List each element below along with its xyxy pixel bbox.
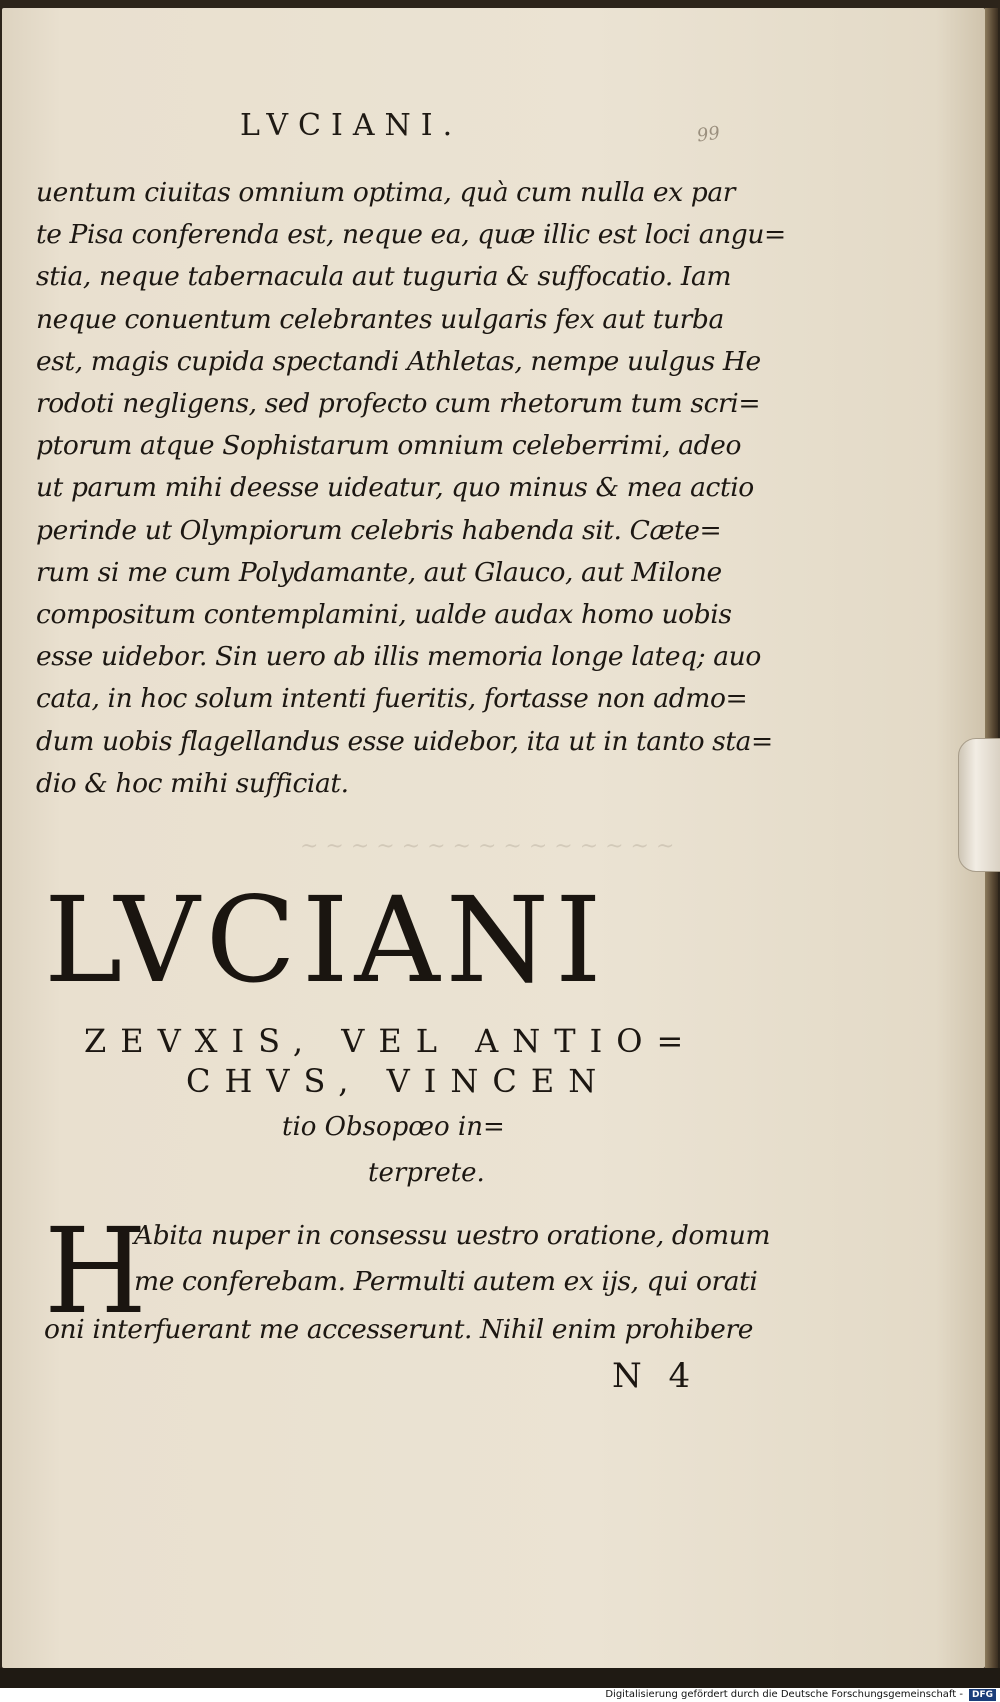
paragraph-line: Abita nuper in consessu uestro oratione, domum — [134, 1220, 771, 1251]
scan-border — [0, 1668, 1000, 1690]
text-line: stia, neque tabernacula aut tuguria & suffocatio. Iam — [36, 261, 732, 293]
signature-mark: N 4 — [612, 1356, 699, 1396]
body-text — [36, 172, 786, 805]
text-line: uentum ciuitas omnium optima, quà cum nulla ex par — [36, 177, 735, 208]
text-line: rum si me cum Polydamante, aut Glauco, aut Milone — [36, 556, 722, 588]
text-line: rodoti negligens, sed profecto cum rhetorum tum scri= — [36, 388, 761, 420]
text-line: dio & hoc mihi sufficiat. — [36, 767, 349, 799]
paragraph-line: oni interfuerant me accesserunt. Nihil enim prohibere — [44, 1314, 754, 1345]
subtitle-line: CHVS, VINCEN — [186, 1062, 611, 1100]
text-line: est, magis cupida spectandi Athletas, nempe uulgus He — [36, 345, 761, 377]
subtitle-line: tio Obsopœo in= — [282, 1112, 505, 1142]
show-through: ~ ~ ~ ~ ~ ~ ~ ~ ~ ~ ~ ~ ~ ~ ~ — [300, 834, 675, 859]
text-line: dum uobis flagellandus esse uidebor, ita ut in tanto sta= — [36, 725, 773, 757]
text-line: ut parum mihi deesse uideatur, quo minus & mea actio — [36, 472, 754, 504]
drop-cap: H — [44, 1202, 147, 1340]
digitization-footer — [0, 1688, 1000, 1702]
text-line: perinde ut Olympiorum celebris habenda sit. Cæte= — [36, 514, 722, 546]
running-head: LVCIANI. — [240, 108, 463, 143]
subtitle-line: terprete. — [368, 1158, 485, 1188]
section-title: LVCIANI — [44, 871, 608, 1009]
subtitle-line: ZEVXIS, VEL ANTIO= — [84, 1022, 698, 1060]
text-line: esse uidebor. Sin uero ab illis memoria longe lateq; auo — [36, 641, 761, 673]
text-line: cata, in hoc solum intenti fueritis, fortasse non admo= — [36, 683, 748, 715]
text-line: compositum contemplamini, ualde audax homo uobis — [36, 599, 732, 631]
text-line: te Pisa conferenda est, neque ea, quæ illic est loci angu= — [36, 219, 786, 251]
text-line: neque conuentum celebrantes uulgaris fex aut turba — [36, 303, 724, 335]
text-line: ptorum atque Sophistarum omnium celeberrimi, adeo — [36, 430, 742, 462]
dfg-logo: DFG — [969, 1689, 996, 1701]
paragraph-line: me conferebam. Permulti autem ex ijs, qui orati — [134, 1266, 758, 1297]
footer-text: Digitalisierung gefördert durch die Deutsche Forschungsgemeinschaft - — [605, 1689, 963, 1700]
folio-note: 99 — [695, 122, 722, 147]
page-marker-tab — [958, 738, 1000, 872]
